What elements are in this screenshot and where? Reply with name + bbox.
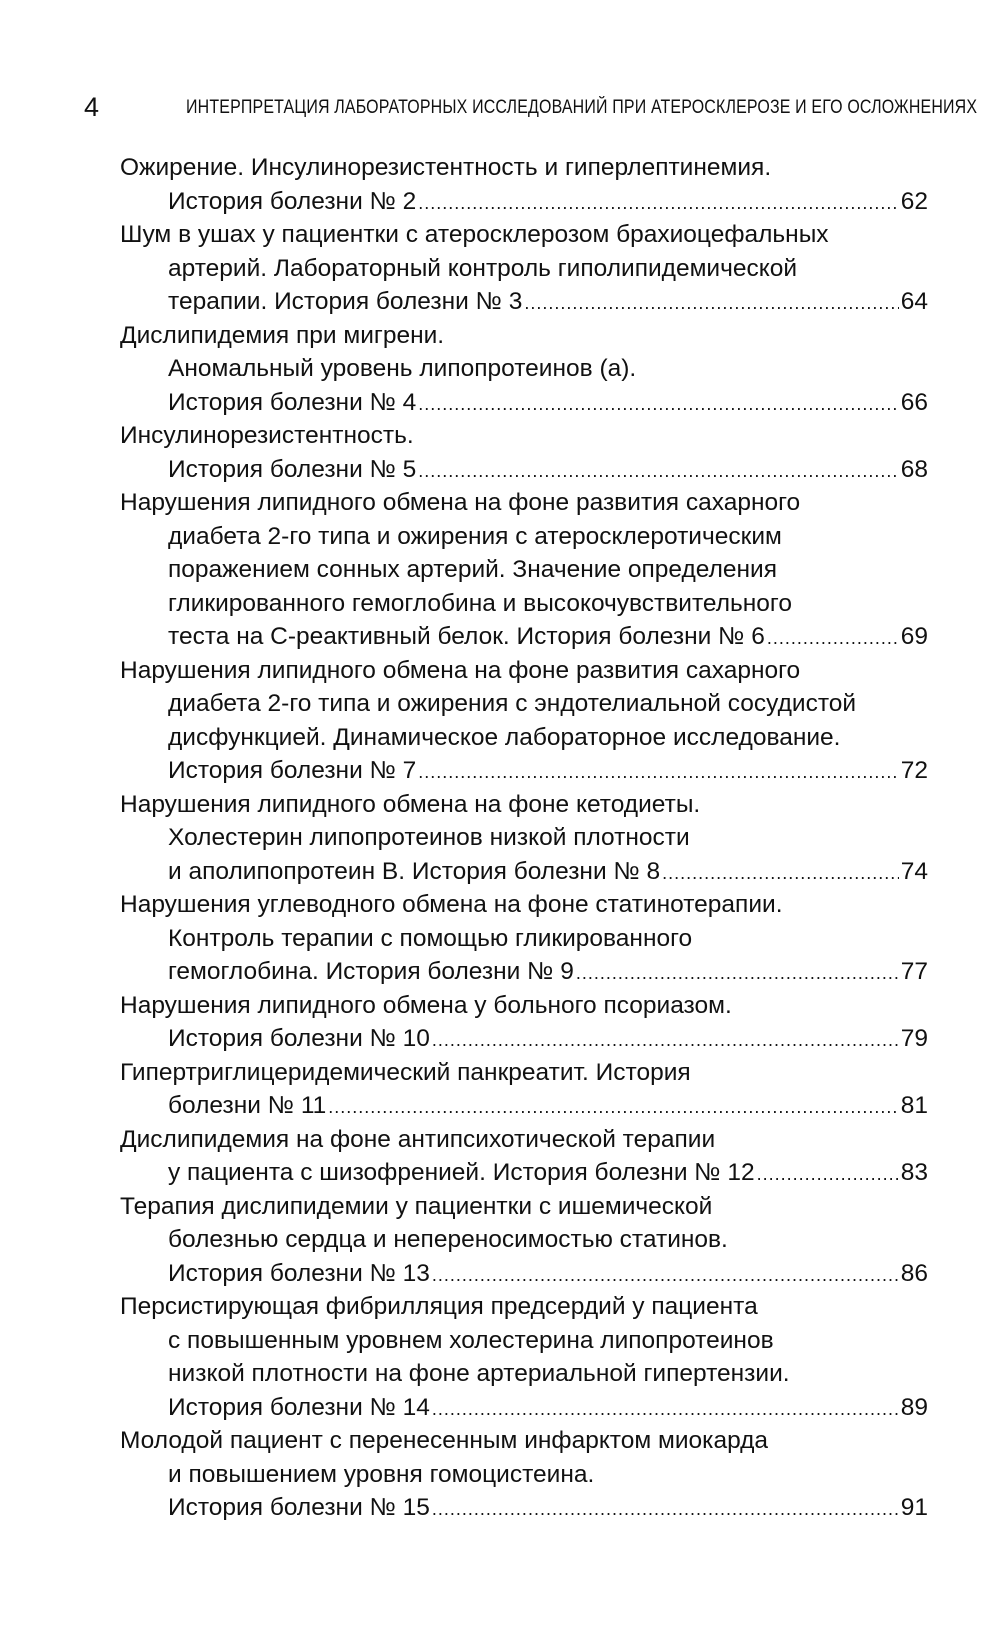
toc-entry[interactable] bbox=[120, 1424, 928, 1525]
toc-page-number[interactable]: 81 bbox=[900, 1092, 928, 1119]
toc-entry-last-line bbox=[120, 1257, 928, 1291]
toc-entry-line: дисфункцией. Динамическое лабораторное исследование. bbox=[168, 723, 841, 751]
toc-entry-line: Персистирующая фибрилляция предсердий у пациента bbox=[120, 1293, 758, 1320]
toc-page-number[interactable]: 83 bbox=[900, 1159, 928, 1186]
toc-entry-last-line bbox=[120, 1089, 928, 1123]
toc-page-number[interactable]: 64 bbox=[900, 288, 928, 315]
toc-entry-last-line bbox=[120, 1022, 928, 1056]
toc-entry-reference: История болезни № 13 bbox=[168, 1259, 430, 1287]
toc-entry[interactable] bbox=[120, 989, 928, 1056]
toc-entry-line: диабета 2-го типа и ожирения с эндотелиальной сосудистой bbox=[168, 690, 857, 717]
toc-page-number[interactable]: 74 bbox=[900, 857, 928, 885]
running-head: ИНТЕРПРЕТАЦИЯ ЛАБОРАТОРНЫХ ИССЛЕДОВАНИЙ ПРИ АТЕРОСКЛЕРОЗЕ И ЕГО ОСЛОЖНЕНИЯХ bbox=[186, 97, 978, 118]
toc-entry-reference: гемоглобина. История болезни № 9 bbox=[168, 958, 574, 985]
toc-page-number[interactable]: 66 bbox=[900, 388, 928, 416]
toc-entry[interactable] bbox=[120, 788, 928, 889]
toc-entry-reference: теста на С-реактивный белок. История болезни № 6 bbox=[168, 623, 765, 650]
toc-entry-reference: История болезни № 15 bbox=[168, 1494, 430, 1521]
table-of-contents bbox=[120, 151, 928, 1525]
dot-leader bbox=[432, 1493, 899, 1527]
toc-entry-line: диабета 2-го типа и ожирения с атеросклеротическим bbox=[168, 522, 782, 550]
toc-entry-reference: болезни № 11 bbox=[168, 1092, 327, 1119]
toc-entry[interactable] bbox=[120, 486, 928, 654]
toc-entry[interactable] bbox=[120, 151, 928, 218]
toc-entry-last-line bbox=[120, 1156, 928, 1190]
toc-page-number[interactable]: 86 bbox=[900, 1259, 928, 1287]
toc-page-number[interactable]: 91 bbox=[900, 1494, 928, 1521]
toc-entry-reference: и аполипопротеин B. История болезни № 8 bbox=[168, 857, 661, 885]
toc-entry[interactable] bbox=[120, 1190, 928, 1291]
dot-leader bbox=[767, 622, 899, 656]
toc-entry-line: Нарушения липидного обмена на фоне развития сахарного bbox=[120, 656, 801, 684]
toc-entry-line: низкой плотности на фоне артериальной гипертензии. bbox=[168, 1360, 790, 1387]
dot-leader bbox=[328, 1091, 898, 1125]
toc-entry-line: Ожирение. Инсулинорезистентность и гиперлептинемия. bbox=[120, 154, 772, 181]
toc-entry-line: Нарушения липидного обмена на фоне развития сахарного bbox=[120, 489, 801, 516]
toc-entry[interactable] bbox=[120, 1056, 928, 1123]
toc-entry-line: Инсулинорезистентность. bbox=[120, 422, 414, 449]
toc-entry-last-line bbox=[120, 386, 928, 420]
dot-leader bbox=[432, 1024, 899, 1058]
dot-leader bbox=[757, 1158, 899, 1192]
toc-page-number[interactable]: 79 bbox=[900, 1025, 928, 1052]
toc-entry-reference: История болезни № 5 bbox=[168, 455, 417, 483]
toc-entry-line: Нарушения углеводного обмена на фоне статинотерапии. bbox=[120, 891, 783, 918]
toc-entry-line: Шум в ушах у пациентки с атеросклерозом брахиоцефальных bbox=[120, 221, 829, 248]
toc-entry-last-line bbox=[120, 1491, 928, 1525]
toc-entry-line: Холестерин липопротеинов низкой плотности bbox=[168, 824, 690, 851]
toc-entry-last-line bbox=[120, 185, 928, 219]
dot-leader bbox=[576, 957, 899, 991]
toc-entry-last-line bbox=[120, 620, 928, 654]
toc-entry-line: и повышением уровня гомоцистеина. bbox=[168, 1460, 595, 1488]
toc-entry-line: Контроль терапии с помощью гликированного bbox=[168, 924, 693, 952]
toc-page-number[interactable]: 69 bbox=[900, 623, 928, 650]
toc-entry-last-line bbox=[120, 1391, 928, 1425]
toc-entry[interactable] bbox=[120, 1123, 928, 1190]
toc-entry-last-line bbox=[120, 754, 928, 788]
toc-page-number[interactable]: 68 bbox=[900, 455, 928, 483]
toc-page-number[interactable]: 89 bbox=[900, 1393, 928, 1421]
page-number: 4 bbox=[84, 92, 100, 122]
dot-leader bbox=[432, 1259, 899, 1293]
toc-entry[interactable] bbox=[120, 654, 928, 788]
toc-entry[interactable] bbox=[120, 1290, 928, 1424]
toc-page-number[interactable]: 62 bbox=[900, 187, 928, 215]
dot-leader bbox=[524, 287, 898, 321]
toc-entry-last-line bbox=[120, 855, 928, 889]
toc-entry-reference: у пациента с шизофренией. История болезни № 12 bbox=[168, 1159, 755, 1186]
toc-entry-line: Дислипидемия при мигрени. bbox=[120, 321, 445, 349]
toc-entry-line: с повышенным уровнем холестерина липопротеинов bbox=[168, 1326, 774, 1354]
dot-leader bbox=[418, 187, 898, 221]
toc-entry-line: Гипертриглицеридемический панкреатит. История bbox=[120, 1058, 691, 1086]
toc-entry-last-line bbox=[120, 955, 928, 989]
toc-entry-reference: История болезни № 7 bbox=[168, 757, 417, 784]
toc-entry[interactable] bbox=[120, 419, 928, 486]
dot-leader bbox=[418, 756, 898, 790]
toc-entry[interactable] bbox=[120, 218, 928, 319]
toc-entry-last-line bbox=[120, 453, 928, 487]
toc-entry-reference: История болезни № 10 bbox=[168, 1025, 430, 1052]
toc-entry-line: Дислипидемия на фоне антипсихотической терапии bbox=[120, 1125, 716, 1153]
toc-entry-line: поражением сонных артерий. Значение определения bbox=[168, 556, 777, 583]
toc-entry-last-line bbox=[120, 285, 928, 319]
dot-leader bbox=[432, 1393, 899, 1427]
toc-entry-line: артерий. Лабораторный контроль гиполипидемической bbox=[168, 254, 798, 282]
toc-entry[interactable] bbox=[120, 888, 928, 989]
toc-entry-line: Молодой пациент с перенесенным инфарктом миокарда bbox=[120, 1427, 769, 1454]
dot-leader bbox=[418, 388, 898, 422]
toc-page-number[interactable]: 72 bbox=[900, 757, 928, 784]
toc-entry-line: Терапия дислипидемии у пациентки с ишемической bbox=[120, 1192, 713, 1220]
toc-entry-reference: История болезни № 14 bbox=[168, 1393, 430, 1421]
toc-entry-line: Аномальный уровень липопротеинов (а). bbox=[168, 355, 637, 382]
toc-entry-line: болезнью сердца и непереносимостью статинов. bbox=[168, 1226, 728, 1253]
toc-entry-reference: История болезни № 4 bbox=[168, 388, 417, 416]
dot-leader bbox=[418, 455, 898, 489]
toc-page-number[interactable]: 77 bbox=[900, 958, 928, 985]
toc-entry-line: Нарушения липидного обмена у больного псориазом. bbox=[120, 991, 732, 1019]
toc-entry-line: гликированного гемоглобина и высокочувствительного bbox=[168, 589, 792, 617]
toc-entry-reference: История болезни № 2 bbox=[168, 187, 417, 215]
toc-entry-line: Нарушения липидного обмена на фоне кетодиеты. bbox=[120, 790, 701, 818]
toc-entry[interactable] bbox=[120, 319, 928, 420]
toc-entry-reference: терапии. История болезни № 3 bbox=[168, 288, 523, 315]
dot-leader bbox=[662, 857, 899, 891]
